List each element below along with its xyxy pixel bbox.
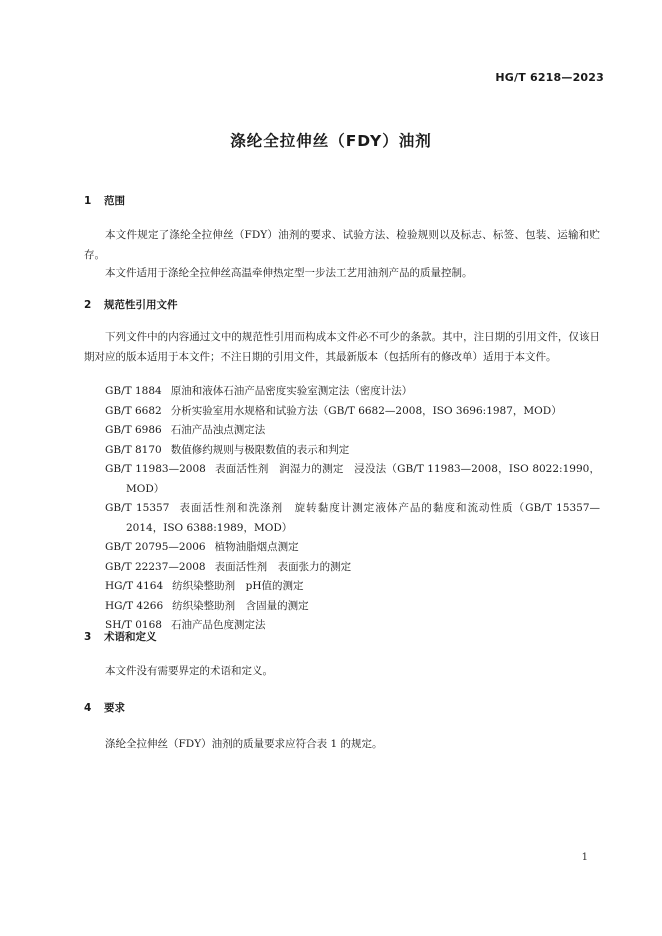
section-1-heading xyxy=(84,193,125,208)
section-title: 要求 xyxy=(104,702,125,714)
reference-item xyxy=(105,460,600,499)
reference-item xyxy=(105,421,600,441)
reference-title: 纺织染整助剂 pH值的测定 xyxy=(172,580,304,592)
reference-list xyxy=(84,382,600,636)
reference-code: SH/T 0168 xyxy=(105,619,162,631)
reference-item xyxy=(105,558,600,578)
section-title: 规范性引用文件 xyxy=(104,299,178,311)
reference-code: GB/T 20795—2006 xyxy=(105,541,206,553)
reference-code: HG/T 4164 xyxy=(105,580,164,592)
reference-code: GB/T 6986 xyxy=(105,424,162,436)
reference-item xyxy=(105,441,600,461)
section-number: 1 xyxy=(84,195,92,207)
reference-code: GB/T 11983—2008 xyxy=(105,463,206,475)
reference-title: 分析实验室用水规格和试验方法（GB/T 6682—2008，ISO 3696:1987，MOD） xyxy=(170,404,562,417)
section-number: 4 xyxy=(84,702,92,714)
requirements-paragraph: 涤纶全拉伸丝（FDY）油剂的质量要求应符合表 1 的规定。 xyxy=(105,738,383,750)
reference-code: HG/T 4266 xyxy=(105,599,164,612)
reference-title: 表面活性剂 润湿力的测定 浸没法（GB/T 11983—2008，ISO 8022:1990，MOD） xyxy=(126,463,601,495)
reference-item xyxy=(105,616,600,636)
reference-item xyxy=(105,538,600,558)
reference-code: GB/T 22237—2008 xyxy=(105,560,206,573)
reference-code: GB/T 1884 xyxy=(105,385,162,397)
reference-item xyxy=(105,382,600,402)
reference-title: 数值修约规则与极限数值的表示和判定 xyxy=(170,443,350,456)
reference-title: 表面活性剂和洗涤剂 旋转黏度计测定液体产品的黏度和流动性质（GB/T 15357—2014，ISO 6388:1989，MOD） xyxy=(126,502,601,534)
document-title: 涤纶全拉伸丝（FDY）油剂 xyxy=(230,132,432,150)
section-number: 3 xyxy=(84,631,92,643)
terms-paragraph: 本文件没有需要界定的术语和定义。 xyxy=(105,665,273,677)
references-intro: 下列文件中的内容通过文中的规范性引用而构成本文件必不可少的条款。其中，注日期的引用文件，仅该日期对应的版本适用于本文件；不注日期的引用文件，其最新版本（包括所有的修改单）适用于本文件。 xyxy=(84,331,600,363)
reference-title: 原油和液体石油产品密度实验室测定法（密度计法） xyxy=(170,385,413,397)
reference-item xyxy=(105,597,600,617)
reference-item xyxy=(105,577,600,597)
reference-code: GB/T 8170 xyxy=(105,443,162,456)
reference-item xyxy=(105,402,600,422)
reference-title: 表面活性剂 表面张力的测定 xyxy=(214,560,352,573)
section-3-heading xyxy=(84,629,157,644)
section-title: 范围 xyxy=(104,195,125,207)
reference-code: GB/T 6682 xyxy=(105,404,162,417)
reference-title: 石油产品浊点测定法 xyxy=(170,424,266,436)
reference-title: 石油产品色度测定法 xyxy=(170,619,266,631)
scope-paragraph-2: 本文件适用于涤纶全拉伸丝高温牵伸热定型一步法工艺用油剂产品的质量控制。 xyxy=(105,267,473,279)
reference-title: 植物油脂烟点测定 xyxy=(214,541,299,553)
page-number: 1 xyxy=(581,852,588,863)
scope-paragraph-1: 本文件规定了涤纶全拉伸丝（FDY）油剂的要求、试验方法、检验规则以及标志、标签、包装、运输和贮存。 xyxy=(84,229,600,261)
section-2-heading xyxy=(84,297,178,312)
standard-code: HG/T 6218—2023 xyxy=(495,71,604,84)
reference-item xyxy=(105,499,600,538)
section-number: 2 xyxy=(84,299,92,311)
reference-code: GB/T 15357 xyxy=(105,502,170,514)
reference-title: 纺织染整助剂 含固量的测定 xyxy=(172,599,309,612)
section-title: 术语和定义 xyxy=(104,631,157,643)
section-4-heading xyxy=(84,700,125,715)
